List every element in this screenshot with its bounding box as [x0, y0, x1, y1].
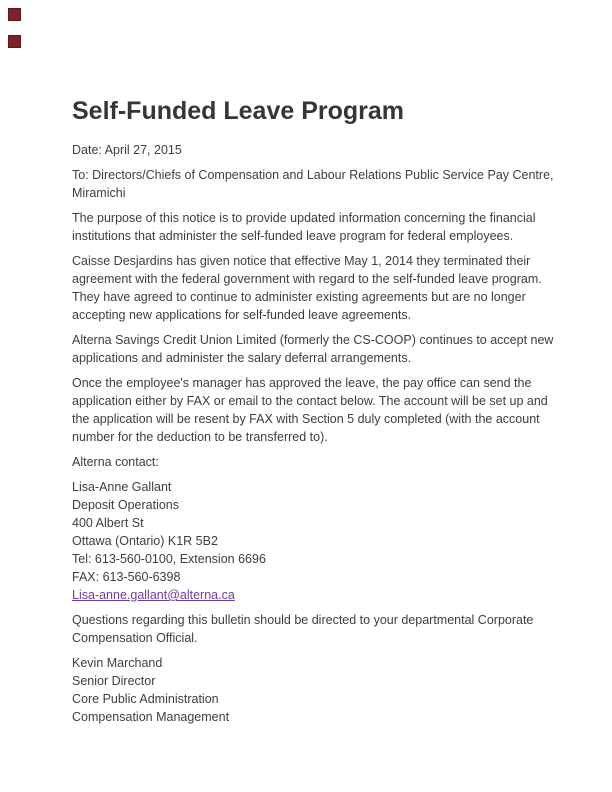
- paragraph-alterna: Alterna Savings Credit Union Limited (formerly the CS-COOP) continues to accept new applications and administer the salary deferral arrangements.: [72, 333, 554, 365]
- to-line: To: Directors/Chiefs of Compensation and Labour Relations Public Service Pay Centre, Miramichi: [72, 168, 554, 200]
- contact-fax: FAX: 613-560-6398: [72, 570, 181, 584]
- signature-unit: Compensation Management: [72, 710, 230, 724]
- paragraph-desjardins: Caisse Desjardins has given notice that effective May 1, 2014 they terminated their agreement with the federal government with regard to the self-funded leave program. They have agreed to continue to administer existing agreements but are no longer accepting new applications for self-funded leave agreements.: [72, 254, 542, 322]
- signature-name: Kevin Marchand: [72, 656, 163, 670]
- signature-org: Core Public Administration: [72, 692, 219, 706]
- page-title: Self-Funded Leave Program: [72, 97, 405, 125]
- document-content: [72, 96, 554, 733]
- contact-block: [72, 478, 554, 604]
- contact-name: Lisa-Anne Gallant: [72, 480, 172, 494]
- signature-block: [72, 654, 554, 726]
- email-link[interactable]: Lisa-anne.gallant@alterna.ca: [72, 588, 235, 602]
- paragraph-purpose: The purpose of this notice is to provide updated information concerning the financial institutions that administer the self-funded leave program for federal employees.: [72, 211, 536, 243]
- date-line: Date: April 27, 2015: [72, 143, 182, 157]
- signature-title: Senior Director: [72, 674, 156, 688]
- paragraph-process: Once the employee's manager has approved the leave, the pay office can send the application either by FAX or email to the contact below. The account will be set up and the application will be resent by FAX with Section 5 duly completed (with the account number for the deduction to be transferred to).: [72, 376, 548, 444]
- contact-phone: Tel: 613-560-0100, Extension 6696: [72, 552, 266, 566]
- contact-label: Alterna contact:: [72, 455, 159, 469]
- paragraph-closing: Questions regarding this bulletin should be directed to your departmental Corporate Compensation Official.: [72, 613, 534, 645]
- contact-address-line2: Ottawa (Ontario) K1R 5B2: [72, 534, 218, 548]
- annotation-square-icon[interactable]: [8, 8, 21, 21]
- contact-address-line1: 400 Albert St: [72, 516, 144, 530]
- annotation-square-icon[interactable]: [8, 35, 21, 48]
- contact-department: Deposit Operations: [72, 498, 180, 512]
